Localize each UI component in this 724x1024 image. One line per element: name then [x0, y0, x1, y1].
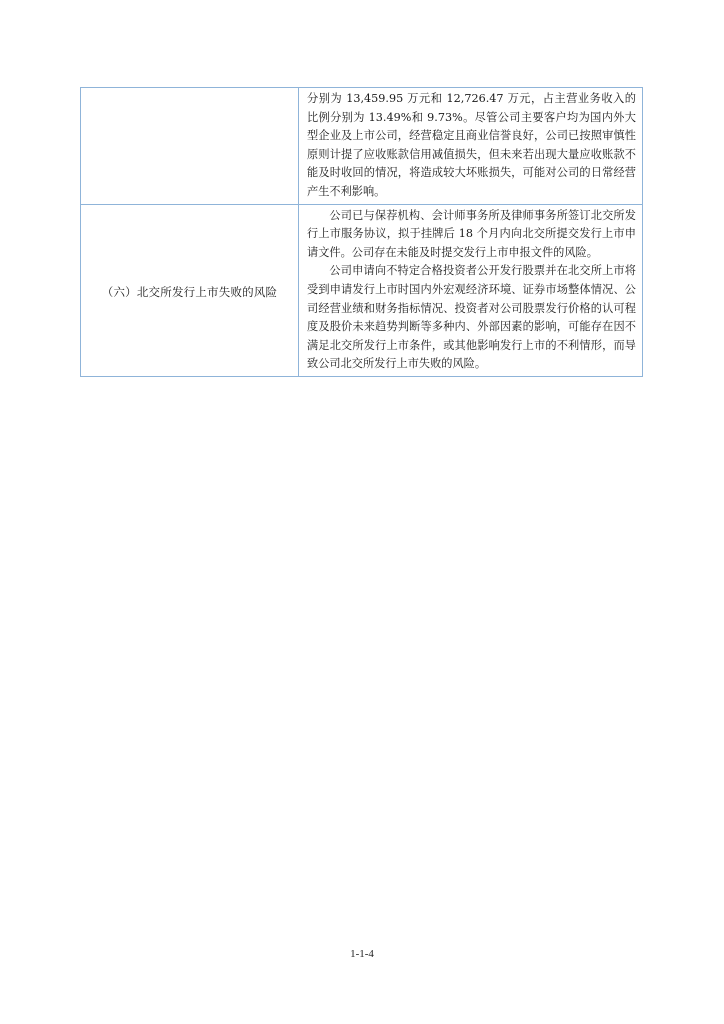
- page-number: 1-1-4: [350, 948, 374, 960]
- risk-factor-table: [80, 87, 643, 377]
- table-row: [81, 88, 643, 205]
- risk-title: （六）北交所发行上市失败的风险: [101, 284, 278, 299]
- risk-description-cell: [299, 204, 643, 376]
- risk-paragraph: 分别为 13,459.95 万元和 12,726.47 万元，占主营业务收入的比例分别为 13.49%和 9.73%。尽管公司主要客户均为国内外大型企业及上市公司，经营稳定且商业信誉良好，公司已按照审慎性原则计提了应收账款信用减值损失，但未来若出现大量应收账款不能及时收回的情况，将造成较大坏账损失，可能对公司的日常经营产生不利影响。: [307, 92, 636, 198]
- risk-description-cell: [299, 88, 643, 205]
- risk-title-cell: [81, 88, 299, 205]
- risk-paragraph: 公司申请向不特定合格投资者公开发行股票并在北交所上市将受到申请发行上市时国内外宏观经济环境、证券市场整体情况、公司经营业绩和财务指标情况、投资者对公司股票发行价格的认可程度及股价未来趋势判断等多种内、外部因素的影响，可能存在因不满足北交所发行上市条件，或其他影响发行上市的不利情形，而导致公司北交所发行上市失败的风险。: [307, 264, 636, 371]
- risk-paragraph: 公司已与保荐机构、会计师事务所及律师事务所签订北交所发行上市服务协议，拟于挂牌后 18 个月内向北交所提交发行上市申请文件。公司存在未能及时提交发行上市申报文件的风险。: [307, 208, 636, 259]
- risk-title-cell: [81, 204, 299, 376]
- table-row: [81, 204, 643, 376]
